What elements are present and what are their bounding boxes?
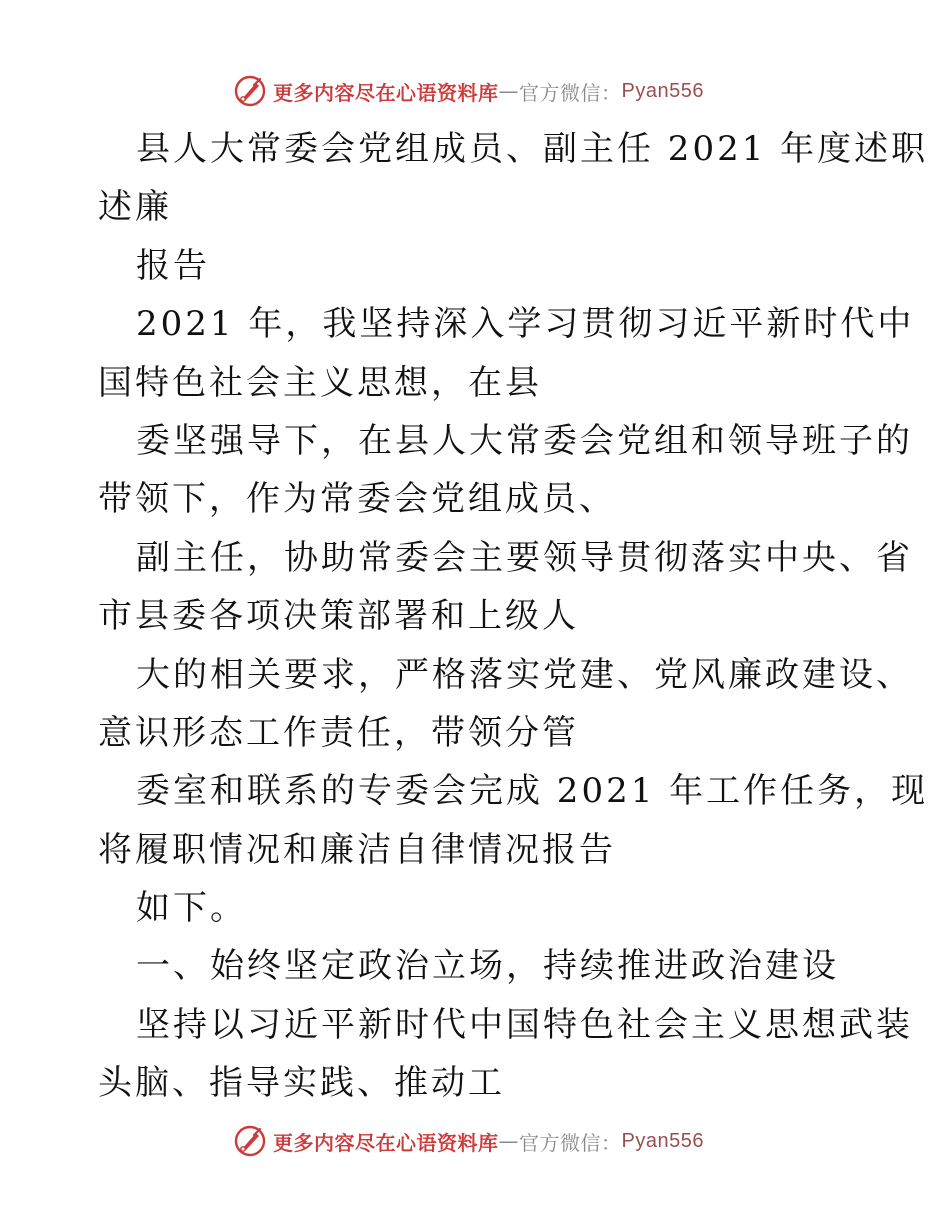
footer-watermark (233, 1124, 704, 1158)
watermark-secondary-text: 官方微信： (519, 80, 622, 105)
text-line: 报告 (136, 245, 210, 286)
text-line: 头脑、指导实践、推动工 (98, 1063, 505, 1104)
text-line: 县人大常委会党组成员、副主任 2021 年度述职 (136, 129, 929, 169)
text-line: 大的相关要求，严格落实党建、党风廉政建设、 (136, 654, 913, 695)
watermark-dash: — (498, 79, 519, 103)
text-line: 2021 年，我坚持深入学习贯彻习近平新时代中 (136, 304, 915, 345)
text-line: 坚持以习近平新时代中国特色社会主义思想武装 (136, 1004, 913, 1045)
watermark-dash: — (498, 1129, 519, 1153)
text-line: 将履职情况和廉洁自律情况报告 (98, 829, 616, 870)
text-line: 委室和联系的专委会完成 2021 年工作任务，现 (136, 771, 929, 812)
watermark-main-text: 更多内容尽在心语资料库 (273, 80, 499, 105)
text-line: 带领下，作为常委会党组成员、 (98, 479, 616, 520)
text-line: 述廉 (98, 187, 172, 228)
text-line: 副主任，协助常委会主要领导贯彻落实中央、省 (136, 537, 913, 578)
watermark-wechat-id: Pyan556 (621, 1129, 704, 1152)
header-watermark (233, 74, 704, 108)
watermark-secondary-text: 官方微信： (519, 1130, 622, 1155)
text-line: 委坚强导下，在县人大常委会党组和领导班子的 (136, 420, 913, 461)
text-line: 意识形态工作责任，带领分管 (98, 712, 579, 753)
watermark-wechat-id: Pyan556 (621, 79, 704, 102)
text-line: 国特色社会主义思想，在县 (98, 362, 542, 403)
document-body (98, 120, 929, 1113)
text-line: 市县委各项决策部署和上级人 (98, 596, 579, 637)
quill-pen-logo-icon (233, 74, 267, 108)
watermark-main-text: 更多内容尽在心语资料库 (273, 1130, 499, 1155)
quill-pen-logo-icon (233, 1124, 267, 1158)
text-line: 一、始终坚定政治立场，持续推进政治建设 (136, 946, 839, 987)
text-line: 如下。 (136, 888, 247, 929)
